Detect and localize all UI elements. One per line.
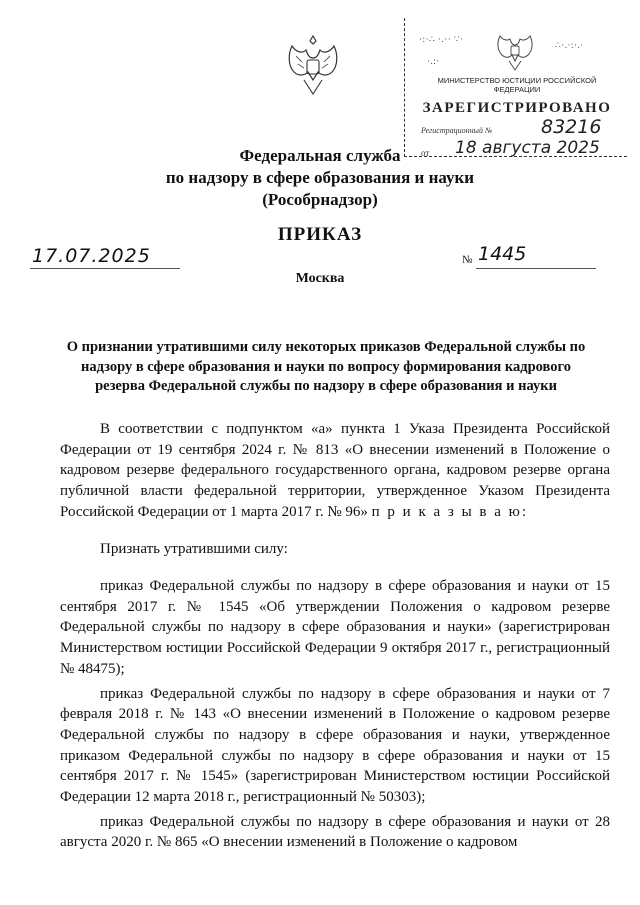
document-title: О признании утратившими силу некоторых приказов Федеральной службы по надзору в сфере образования и науки по вопросу формирования кадрового резерва Федеральной службы по надзору в сфере образования и науки: [66, 339, 586, 395]
stamp-reg-label: Регистрационный №: [421, 126, 493, 135]
org-name-line1: Федеральная служба: [239, 146, 401, 165]
order-number: 1445: [478, 243, 527, 265]
stamp-reg-number: 83216: [541, 116, 602, 138]
list-item: приказ Федеральной службы по надзору в сфере образования и науки от 7 февраля 2018 г. № 143 «О внесении изменений в Положение о кадровом резерве Федеральной службы по надзору в сфере образования и науки, утвержденное приказом Федеральной службы по надзору в сфере образования и науки от 15 сентября 2017 г. № 1545» (зарегистрирован Министерством юстиции Российской Федерации 12 марта 2018 г., регистрационный № 50303);: [60, 685, 610, 806]
number-sign: №: [462, 254, 473, 266]
city: Москва: [295, 271, 345, 286]
order-word: п р и к а з ы в а ю:: [371, 503, 529, 520]
list-item: приказ Федеральной службы по надзору в сфере образования и науки от 15 сентября 2017 г. № 1545 «Об утверждении Положения о кадровом резерве Федеральной службы по надзору в сфере образования и науки» (зарегистрирован Министерством юстиции Российской Федерации 9 октября 2017 г., регистрационный № 48475);: [60, 578, 610, 677]
stamp-coat-of-arms-icon: [495, 28, 535, 72]
registration-stamp: ·:·∴ ·.·· ∵· ∴·.·:·.· ·.:· МИНИСТЕРСТВО ЮСТИЦИИ РОССИЙСКОЙ ФЕДЕРАЦИИ ЗАРЕГИСТРИРОВАНО Регистрационный № 83216 от 18 августа 2025: [404, 18, 627, 157]
list-item: приказ Федеральной службы по надзору в сфере образования и науки от 28 августа 2020 г. № 865 «О внесении изменений в Положение о кадровом: [60, 813, 610, 851]
stamp-reg-date: 18 августа 2025: [455, 138, 600, 158]
order-date: 17.07.2025: [32, 245, 151, 267]
stamp-organization: МИНИСТЕРСТВО ЮСТИЦИИ РОССИЙСКОЙ ФЕДЕРАЦИИ: [437, 76, 597, 94]
date-underline: [30, 268, 180, 269]
recognize-paragraph: [60, 539, 610, 564]
recognize-text: Признать утратившими силу:: [100, 541, 288, 557]
repealed-orders-list: [60, 576, 610, 857]
stamp-date-label: от: [421, 148, 430, 158]
stamp-title: ЗАРЕГИСТРИРОВАНО: [422, 100, 612, 116]
org-name-short: (Рособрнадзор): [262, 190, 378, 209]
order-title: ПРИКАЗ: [277, 224, 363, 245]
coat-of-arms-icon: [284, 32, 342, 98]
org-name-line2: по надзору в сфере образования и науки: [165, 168, 475, 187]
basis-paragraph: [60, 419, 610, 527]
number-underline: [476, 268, 596, 269]
basis-text: В соответствии с подпунктом «а» пункта 1 Указа Президента Российской Федерации от 19 сентября 2024 г. № 813 «О внесении изменений в Положение о кадровом резерве федерального государственного органа, кадровом резерве органа публичной власти федеральной территории, утвержденное Указом Президента Российской Федерации от 1 марта 2017 г. № 96»: [60, 421, 610, 520]
